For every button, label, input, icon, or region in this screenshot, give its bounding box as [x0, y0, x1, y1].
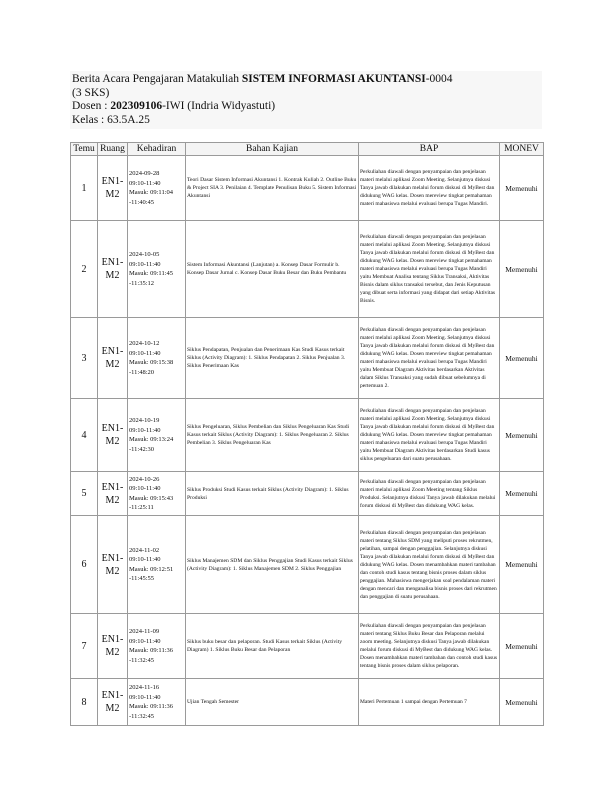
- cell-bahan-kajian: [186, 679, 359, 726]
- temu-number: 1: [81, 182, 87, 194]
- cell-temu: [71, 221, 98, 318]
- monev-status: Memenuhi: [505, 697, 538, 707]
- masuk-time: Masuk: 09:11:45: [129, 270, 173, 277]
- cell-bap: [359, 221, 500, 318]
- table-row: [71, 614, 544, 679]
- bap-text: Perkuliahan diawali dengan penyampaian dan penjelasan materi melalui aplikasi Zoom Meeting. Selanjutnya diskusi Tanya jawab dilakukan melalui forum diskusi di MyBest dan didukung WAG kelas. Dosen mereview tingkat pemahaman materi mahasiswa melalui evaluasi berupa Tugas Mandiri yaitu Membuat Analisa tentang Siklus Transaksi, Aktivitas Bisnis dalam siklus transaksi tersebut, dan Jenis Keputusan yang dibuat serta informasi yang didapat dari setiap Aktivitas Bisnis.: [360, 234, 496, 304]
- table-row: [71, 472, 544, 516]
- document-header: [70, 71, 542, 129]
- cell-bahan-kajian: [186, 399, 359, 472]
- dosen-id: 202309106: [110, 100, 163, 112]
- ruang-line-2: M2: [105, 494, 120, 506]
- cell-bap: [359, 318, 500, 399]
- bahan-text: Teori Dasar Sistem Informasi Akuntansi 1. Kontrak Kuliah 2. Outline Buku & Project SIA 3. Penilaian 4. Template Penulisan Buku 5. Sistem Informasi Akuntansi: [187, 177, 357, 199]
- col-header-monev: MONEV: [500, 143, 544, 156]
- sks-line: (3 SKS): [72, 86, 110, 99]
- ruang-line-2: M2: [105, 270, 120, 281]
- cell-monev: [500, 679, 544, 726]
- cell-bahan-kajian: [186, 318, 359, 399]
- cell-kehadiran: [128, 472, 186, 516]
- keluar-time: -11:32:45: [129, 712, 155, 720]
- ruang-line-1: EN1-: [101, 176, 124, 187]
- bahan-text: Siklus Pendapatan, Penjualan dan Penerimaan Kas Studi Kasus terkait Siklus (Activity Diagram): 1. Siklus Pendapatan 2. Siklus Penjualan 3. Siklus Penerimaan Kas: [187, 347, 346, 369]
- cell-bap: [359, 472, 500, 516]
- ruang-line-1: EN1-: [101, 552, 124, 564]
- monev-status: Memenuhi: [505, 264, 538, 274]
- cell-monev: [500, 399, 544, 472]
- cell-ruang: [98, 318, 128, 399]
- date: 2024-11-09: [129, 628, 160, 635]
- ruang-line-1: EN1-: [101, 257, 124, 268]
- title-prefix: Berita Acara Pengajaran Matakuliah: [72, 73, 242, 85]
- time-range: 09:10-11:40: [129, 637, 161, 645]
- cell-monev: [500, 516, 544, 614]
- time-range: 09:10-11:40: [129, 260, 161, 268]
- bahan-text: Sistem Informasi Akuntansi (Lanjutan) a. Konsep Dasar Formulir b. Konsep Dasar Jurnal c. Konsep Dasar Buku Besar dan Buku Pembantu: [187, 262, 347, 276]
- col-header-kehadiran: Kehadiran: [128, 143, 186, 156]
- keluar-time: -11:42:30: [129, 445, 155, 453]
- ruang-line-2: M2: [105, 703, 120, 714]
- date: 2024-11-16: [129, 684, 160, 691]
- cell-bap: [359, 156, 500, 221]
- masuk-time: Masuk: 09:11:04: [129, 189, 173, 196]
- kelas-line: Kelas : 63.5A.25: [72, 113, 150, 126]
- keluar-time: -11:25:11: [129, 504, 154, 511]
- cell-ruang: [98, 399, 128, 472]
- cell-monev: [500, 156, 544, 221]
- bahan-text: Siklus Produksi Studi Kasus terkait Siklus (Activity Diagram): 1. Siklus Produksi: [187, 486, 349, 501]
- monev-status: Memenuhi: [505, 430, 538, 440]
- date: 2024-10-19: [129, 417, 160, 424]
- table-row: [71, 399, 544, 472]
- table-row: [71, 516, 544, 614]
- bap-text: Perkuliahan diawali dengan penyampaian dan penjelasan materi melalui aplikasi Zoom Meeting. Selanjutnya diskusi Tanya jawab dilakukan melalui forum diskusi di MyBest dan didukung WAG kelas. Dosen mereview tingkat pemahaman materi mahasiswa melalui evaluasi berupa Tugas Mandiri yaitu Membuat Diagram Aktivitas berdasarkan Aktivitas dalam Siklus Transaksi yang sudah dibuat sebelumnya di pertemuan 2.: [360, 327, 495, 389]
- date: 2024-10-26: [129, 475, 160, 483]
- time-range: 09:10-11:40: [129, 485, 161, 492]
- cell-bap: [359, 679, 500, 726]
- temu-number: 3: [81, 352, 87, 364]
- cell-ruang: [98, 156, 128, 221]
- cell-temu: [71, 399, 98, 472]
- dosen-name: -IWI (Indria Widyastuti): [162, 100, 276, 112]
- keluar-time: -11:32:45: [129, 656, 155, 664]
- ruang-line-2: M2: [105, 565, 120, 577]
- monev-status: Memenuhi: [505, 353, 538, 363]
- monev-status: Memenuhi: [505, 489, 538, 498]
- bap-text: Materi Pertemuan 1 sampai dengan Pertemuan 7: [360, 699, 467, 705]
- cell-ruang: [98, 679, 128, 726]
- table-row: [71, 221, 544, 318]
- ruang-line-2: M2: [105, 359, 120, 370]
- cell-kehadiran: [128, 614, 186, 679]
- cell-kehadiran: [128, 516, 186, 614]
- masuk-time: Masuk: 09:11:36: [129, 647, 173, 654]
- ruang-line-2: M2: [105, 647, 120, 658]
- course-code: -0004: [425, 73, 453, 85]
- cell-bap: [359, 614, 500, 679]
- table-row: [71, 679, 544, 726]
- date: 2024-10-12: [129, 340, 160, 347]
- table-header-row: [71, 143, 544, 156]
- cell-ruang: [98, 472, 128, 516]
- keluar-time: -11:48:20: [129, 368, 155, 376]
- temu-number: 2: [81, 263, 87, 275]
- cell-temu: [71, 679, 98, 726]
- cell-monev: [500, 472, 544, 516]
- time-range: 09:10-11:40: [129, 349, 161, 357]
- cell-monev: [500, 318, 544, 399]
- time-range: 09:10-11:40: [129, 179, 161, 187]
- time-range: 09:10-11:40: [129, 693, 161, 701]
- temu-number: 7: [81, 640, 87, 652]
- col-header-ruang: Ruang: [98, 143, 128, 156]
- date: 2024-11-02: [129, 546, 160, 554]
- temu-number: 5: [81, 488, 87, 499]
- date: 2024-09-28: [129, 170, 160, 177]
- temu-number: 6: [81, 559, 87, 570]
- ruang-line-1: EN1-: [101, 346, 124, 357]
- bap-text: Perkuliahan diawali dengan penyampaian dan penjelasan materi tentang Siklus SDM yang meliputi proses rekrutmen, pelatihan, sampai dengan penggajian. Selanjutnya diskusi Tanya jawab dilakukan melalui forum diskusi di MyBest dan didukung WAG kelas. Dosen menambahkan materi tambahan dan contoh studi kasus tentang bisnis proses dalam siklus penggajian. Mahasiswa mengerjakan soal pendalaman materi dengan mencari dan menganalisa bisnis proses dari rekrutmen dan penggajian di suatu perusahaan.: [360, 529, 497, 600]
- monev-status: Memenuhi: [505, 560, 538, 569]
- cell-ruang: [98, 221, 128, 318]
- bap-text: Perkuliahan diawali dengan penyampaian dan penjelasan materi melalui aplikasi Zoom Meeting tentang Siklus Produksi. Selanjutnya diskusi Tanya jawab dilakukan melalui forum diskusi di MyBest dan didukung WAG kelas.: [360, 478, 496, 509]
- monev-status: Memenuhi: [505, 183, 538, 193]
- cell-kehadiran: [128, 221, 186, 318]
- cell-kehadiran: [128, 156, 186, 221]
- date: 2024-10-05: [129, 251, 160, 258]
- masuk-time: Masuk: 09:12:51: [129, 565, 174, 573]
- ruang-line-2: M2: [105, 189, 120, 200]
- cell-monev: [500, 614, 544, 679]
- ruang-line-1: EN1-: [101, 690, 124, 701]
- cell-ruang: [98, 516, 128, 614]
- cell-kehadiran: [128, 399, 186, 472]
- ruang-line-2: M2: [105, 436, 120, 447]
- bahan-text: Ujian Tengah Semester: [187, 699, 240, 705]
- header-title-line: [72, 73, 540, 87]
- cell-bap: [359, 399, 500, 472]
- keluar-time: -11:40:45: [129, 198, 155, 206]
- cell-ruang: [98, 614, 128, 679]
- table-row: [71, 156, 544, 221]
- cell-kehadiran: [128, 679, 186, 726]
- col-header-bahan-kajian: Bahan Kajian: [186, 143, 359, 156]
- masuk-time: Masuk: 09:15:43: [129, 494, 174, 502]
- col-header-bap: BAP: [359, 143, 500, 156]
- temu-number: 4: [81, 429, 87, 441]
- cell-temu: [71, 318, 98, 399]
- dosen-line: [72, 100, 540, 114]
- cell-bahan-kajian: [186, 156, 359, 221]
- cell-temu: [71, 472, 98, 516]
- temu-number: 8: [81, 696, 87, 708]
- table-row: [71, 318, 544, 399]
- cell-temu: [71, 156, 98, 221]
- masuk-time: Masuk: 09:15:38: [129, 359, 174, 366]
- bahan-text: Siklus Pengeluaran, Siklus Pembelian dan Siklus Pengeluaran Kas Studi Kasus terkait Siklus (Activity Diagram): 1. Siklus Pengeluaran 2. Siklus Pembelian 3. Siklus Pengeluaran Kas: [187, 424, 350, 446]
- bap-text: Perkuliahan diawali dengan penyampaian dan penjelasan materi melalui aplikasi Zoom Meeting. Selanjutnya diskusi Tanya jawab dilakukan melalui forum diskusi di MyBest dan didukung WAG kelas. Dosen mereview tingkat pemahaman materi mahasiswa melalui evaluasi berupa Tugas Mandiri.: [360, 169, 495, 207]
- bahan-text: Siklus Manajemen SDM dan Siklus Penggajian Studi Kasus terkait Siklus (Activity Diagram): 1. Siklus Manajemen SDM 2. Siklus Penggajian: [187, 557, 353, 572]
- cell-bahan-kajian: [186, 472, 359, 516]
- cell-kehadiran: [128, 318, 186, 399]
- time-range: 09:10-11:40: [129, 426, 161, 434]
- ruang-line-1: EN1-: [101, 423, 124, 434]
- course-name: SISTEM INFORMASI AKUNTANSI: [241, 73, 426, 85]
- cell-bap: [359, 516, 500, 614]
- keluar-time: -11:45:55: [129, 575, 155, 582]
- ruang-line-1: EN1-: [101, 481, 124, 493]
- cell-bahan-kajian: [186, 614, 359, 679]
- cell-monev: [500, 221, 544, 318]
- masuk-time: Masuk: 09:13:24: [129, 436, 174, 443]
- keluar-time: -11:35:12: [129, 279, 155, 287]
- cell-bahan-kajian: [186, 221, 359, 318]
- cell-temu: [71, 516, 98, 614]
- masuk-time: Masuk: 09:11:36: [129, 703, 173, 710]
- bap-text: Perkuliahan diawali dengan penyampaian dan penjelasan materi tentang Siklus Buku Besar dan Pelaporan melalui zoom meeting. Selanjutnya diskusi Tanya jawab dilakukan melalui forum diskusi di MyBest dan didukung WAG kelas. Dosen menambahkan materi tambahan dan contoh studi kasus tentang bisnis proses dalam siklus pelaporan.: [360, 623, 498, 669]
- time-range: 09:10-11:40: [129, 556, 161, 563]
- bap-text: Perkuliahan diawali dengan penyampaian dan penjelasan materi melalui aplikasi Zoom Meeting. Selanjutnya diskusi Tanya jawab dilakukan melalui forum diskusi di MyBest dan didukung WAG kelas. Dosen mereview tingkat pemahaman materi mahasiswa melalui evaluasi berupa Tugas Mandiri yaitu Membuat Diagram Aktivitas berdasarkan Studi kasus siklus pengeluaran dari suatu perusahaan.: [360, 408, 495, 462]
- cell-temu: [71, 614, 98, 679]
- bahan-text: Siklus buku besar dan pelaporan. Studi Kasus terkait Siklus (Activity Diagram) 1. Siklus Buku Besar dan Pelaporan: [187, 639, 343, 653]
- bap-table: [70, 142, 544, 726]
- dosen-label: Dosen :: [72, 100, 111, 112]
- ruang-line-1: EN1-: [101, 634, 124, 645]
- col-header-temu: Temu: [71, 143, 98, 156]
- cell-bahan-kajian: [186, 516, 359, 614]
- monev-status: Memenuhi: [505, 641, 538, 651]
